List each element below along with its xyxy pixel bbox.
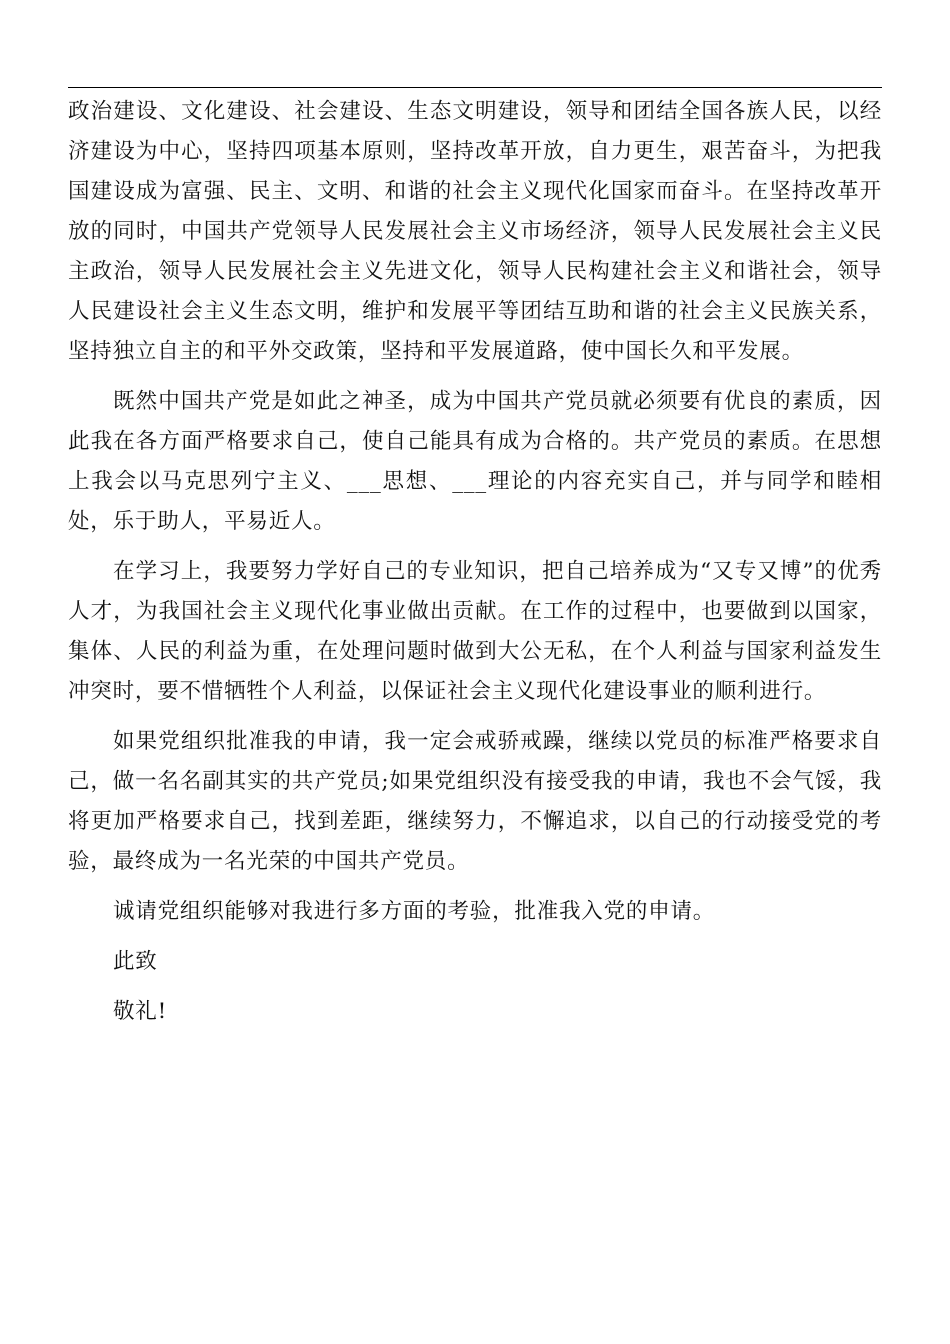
paragraph-request: 诚请党组织能够对我进行多方面的考验，批准我入党的申请。 [113,899,716,924]
paragraph-qualities: 既然中国共产党是如此之神圣，成为中国共产党员就必须要有优良的素质，因此我在各方面严格要求自己，使自己能具有成为合格的。共产党员的素质。在思想上我会以马克思列宁主义、___思想、___理论的内容充实自己，并与同学和睦相处，乐于助人，平易近人。 [68,389,882,534]
header-rule [68,87,882,88]
closing-salutation-2: 敬礼! [113,999,168,1024]
paragraph-continuation: 政治建设、文化建设、社会建设、生态文明建设，领导和团结全国各族人民，以经济建设为中心，坚持四项基本原则，坚持改革开放，自力更生，艰苦奋斗，为把我国建设成为富强、民主、文明、和谐的社会主义现代化国家而奋斗。在坚持改革开放的同时，中国共产党领导人民发展社会主义市场经济，领导人民发展社会主义民主政治，领导人民发展社会主义先进文化，领导人民构建社会主义和谐社会，领导人民建设社会主义生态文明，维护和发展平等团结互助和谐的社会主义民族关系，坚持独立自主的和平外交政策，坚持和平发展道路，使中国长久和平发展。 [68,99,882,364]
closing-salutation-1: 此致 [113,949,158,974]
paragraph-study: 在学习上，我要努力学好自己的专业知识，把自己培养成为“又专又博”的优秀人才，为我国社会主义现代化事业做出贡献。在工作的过程中，也要做到以国家，集体、人民的利益为重，在处理问题时做到大公无私，在个人利益与国家利益发生冲突时，要不惜牺牲个人利益，以保证社会主义现代化建设事业的顺利进行。 [68,559,882,704]
paragraph-commitment: 如果党组织批准我的申请，我一定会戒骄戒躁，继续以党员的标准严格要求自己，做一名名副其实的共产党员;如果党组织没有接受我的申请，我也不会气馁，我将更加严格要求自己，找到差距，继续努力，不懈追求，以自己的行动接受党的考验，最终成为一名光荣的中国共产党员。 [68,729,882,874]
document-body [68,92,882,1032]
